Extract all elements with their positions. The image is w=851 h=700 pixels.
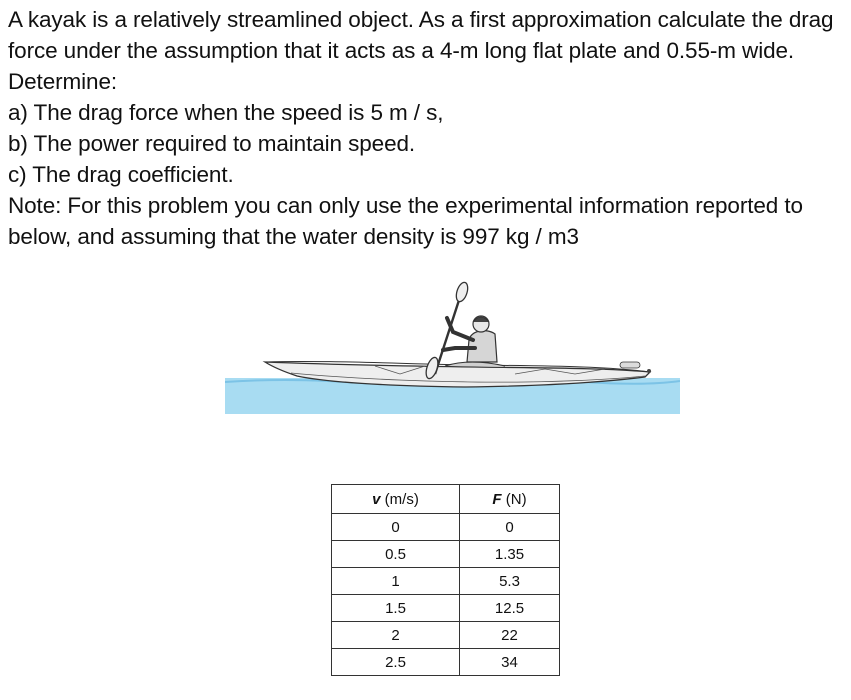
cockpit — [445, 362, 505, 366]
velocity-cell: 2 — [332, 622, 460, 649]
velocity-cell: 0.5 — [332, 541, 460, 568]
force-cell: 0 — [460, 514, 560, 541]
part-c: c) The drag coefficient. — [8, 162, 234, 187]
table-row — [332, 514, 560, 541]
force-cell: 22 — [460, 622, 560, 649]
part-a: a) The drag force when the speed is 5 m / s, — [8, 100, 444, 125]
kayaker-illustration-icon — [225, 278, 680, 418]
table-header-row — [332, 485, 560, 514]
table-row — [332, 568, 560, 595]
velocity-cell: 2.5 — [332, 649, 460, 676]
experimental-data-table — [331, 484, 560, 676]
velocity-cell: 0 — [332, 514, 460, 541]
velocity-cell: 1.5 — [332, 595, 460, 622]
header-velocity: v (m/s) — [332, 485, 460, 514]
paddler-arm-back — [443, 348, 475, 350]
force-cell: 5.3 — [460, 568, 560, 595]
force-cell: 12.5 — [460, 595, 560, 622]
velocity-cell: 1 — [332, 568, 460, 595]
part-b: b) The power required to maintain speed. — [8, 131, 416, 156]
table-row — [332, 649, 560, 676]
problem-note: Note: For this problem you can only use the experimental information reported to below, and assuming that the water density is 997 kg / m3 — [8, 193, 803, 249]
paddle-blade-top — [454, 281, 470, 303]
force-cell: 1.35 — [460, 541, 560, 568]
stern-detail — [620, 362, 640, 368]
table-row — [332, 541, 560, 568]
header-force: F (N) — [460, 485, 560, 514]
problem-statement — [8, 4, 846, 252]
problem-intro: A kayak is a relatively streamlined object. As a first approximation calculate the drag force under the assumption that it acts as a 4-m long flat plate and 0.55-m wide. Determine: — [8, 7, 834, 94]
table-row — [332, 595, 560, 622]
force-cell: 34 — [460, 649, 560, 676]
table-row — [332, 622, 560, 649]
